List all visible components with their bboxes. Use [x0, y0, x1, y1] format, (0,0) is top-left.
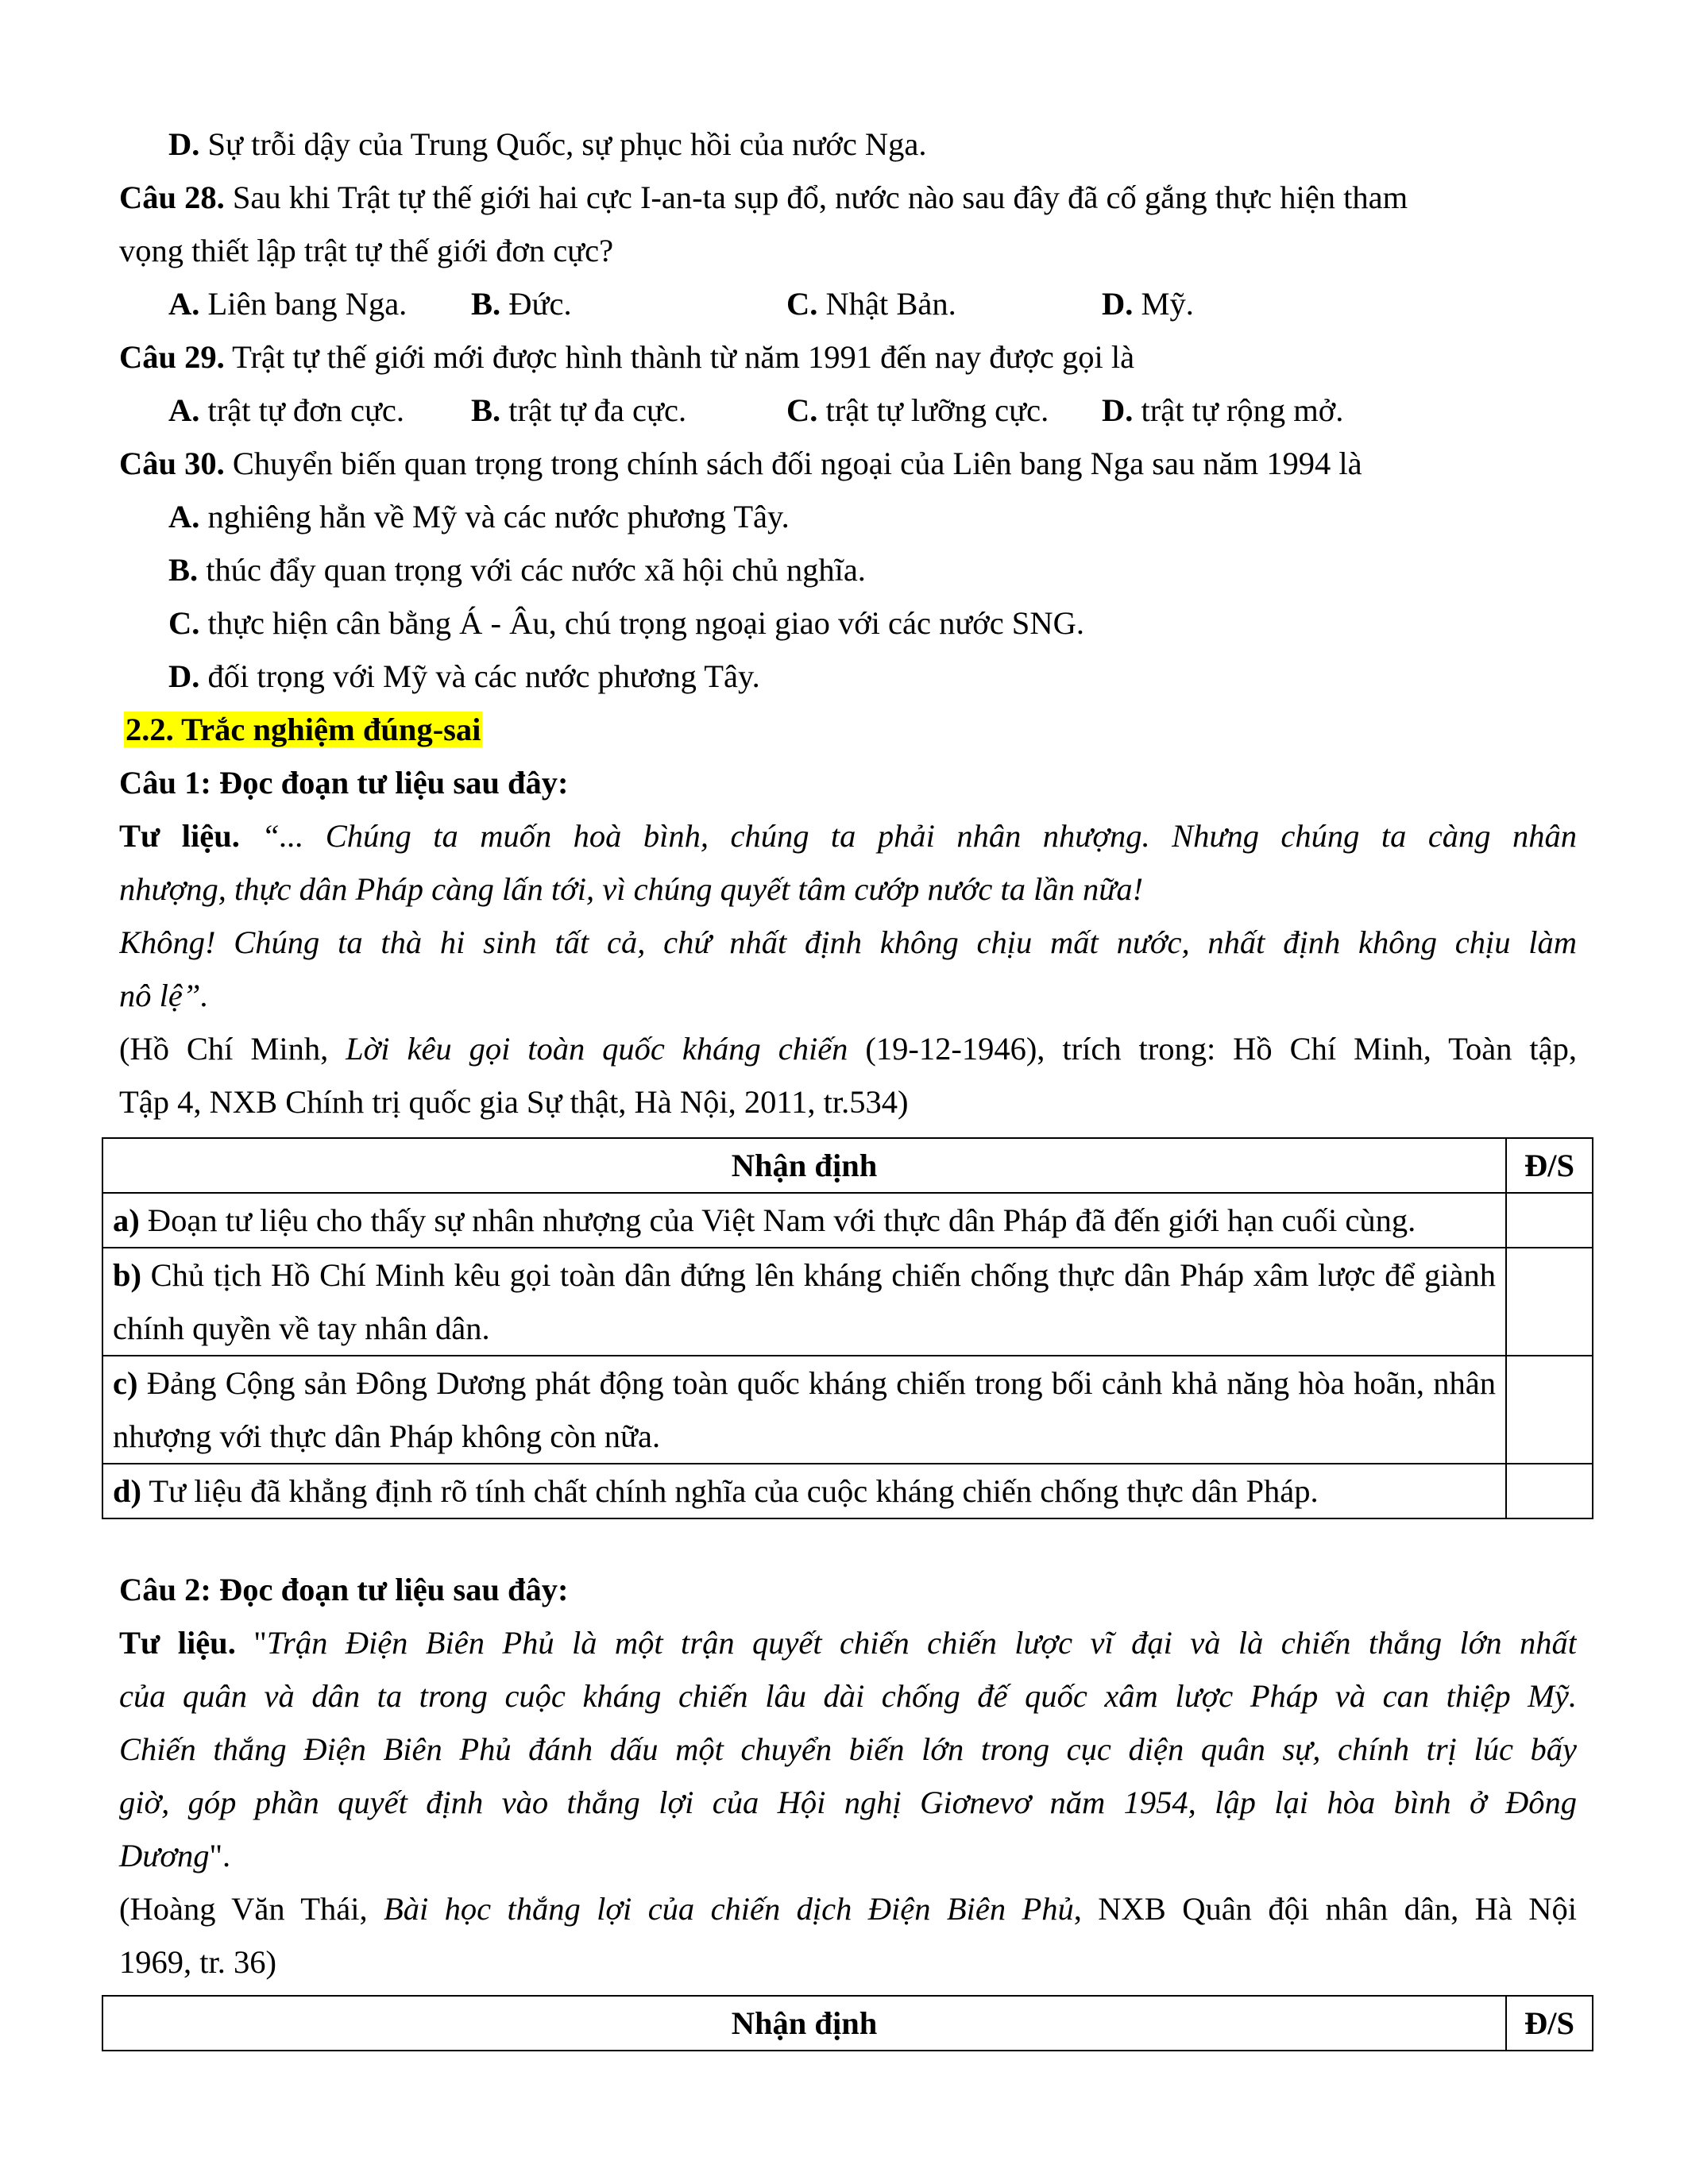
tf1-quote-line4: nô lệ”. — [119, 978, 209, 1013]
tf2-quote-line4: giờ, góp phần quyết định vào thắng lợi của Hội nghị Giơnevơ năm 1954, lập lại hòa bình ở Đông — [119, 1785, 1577, 1820]
q28-label: Câu 28. — [119, 179, 225, 215]
tf2-quote-line5: Dương". — [119, 1838, 231, 1873]
q30-option-d: D. đối trọng với Mỹ và các nước phương Tây. — [168, 658, 760, 694]
tf1-judgement-table — [102, 1137, 1593, 1519]
answer-cell-b[interactable] — [1506, 1248, 1593, 1356]
tf2-citation-line2: 1969, tr. 36) — [119, 1944, 276, 1980]
tf1-quote-line2: nhượng, thực dân Pháp càng lấn tới, vì chúng quyết tâm cướp nước ta lần nữa! — [119, 871, 1144, 907]
q29-options — [119, 384, 1577, 437]
judgement-header: Nhận định — [102, 1138, 1506, 1193]
table-row — [102, 1248, 1593, 1356]
q28-options — [119, 277, 1577, 330]
q30-label: Câu 30. — [119, 446, 225, 481]
statement-b: b) Chủ tịch Hồ Chí Minh kêu gọi toàn dân đứng lên kháng chiến chống thực dân Pháp xâm lược để giành chính quyền về tay nhân dân. — [102, 1248, 1506, 1356]
tf2-quote-line1: Tư liệu. "Trận Điện Biên Phủ là một trận quyết chiến chiến lược vĩ đại và là chiến thắng lớn nhất — [119, 1625, 1577, 1661]
q28-option-c: C. Nhật Bản. — [786, 286, 956, 322]
statement-d: d) Tư liệu đã khẳng định rõ tính chất chính nghĩa của cuộc kháng chiến chống thực dân Pháp. — [102, 1464, 1506, 1518]
tf2-heading: Câu 2: Đọc đoạn tư liệu sau đây: — [119, 1572, 569, 1607]
table-row — [102, 1356, 1593, 1464]
judgement-header: Nhận định — [102, 1996, 1506, 2051]
q30-option-b: B. thúc đẩy quan trọng với các nước xã hội chủ nghĩa. — [168, 552, 866, 588]
q28-stem-line1: Câu 28. Sau khi Trật tự thế giới hai cực I-an-ta sụp đổ, nước nào sau đây đã cố gắng thực hiện tham — [119, 179, 1408, 215]
answer-cell-c[interactable] — [1506, 1356, 1593, 1464]
q27-option-d: D. Sự trỗi dậy của Trung Quốc, sự phục hồi của nước Nga. — [168, 126, 927, 162]
ds-header: Đ/S — [1506, 1138, 1593, 1193]
q29-option-c: C. trật tự lưỡng cực. — [786, 392, 1049, 428]
q30-option-a: A. nghiêng hẳn về Mỹ và các nước phương Tây. — [168, 499, 790, 534]
q28-stem-line2: vọng thiết lập trật tự thế giới đơn cực? — [119, 233, 614, 268]
ds-header: Đ/S — [1506, 1996, 1593, 2051]
answer-cell-a[interactable] — [1506, 1193, 1593, 1248]
tf2-citation-line1: (Hoàng Văn Thái, Bài học thắng lợi của chiến dịch Điện Biên Phủ, NXB Quân đội nhân dân, Hà Nội — [119, 1891, 1577, 1927]
table-header-row — [102, 1996, 1593, 2051]
q29-stem: Câu 29. Trật tự thế giới mới được hình thành từ năm 1991 đến nay được gọi là — [119, 339, 1135, 375]
tf1-citation-line1: (Hồ Chí Minh, Lời kêu gọi toàn quốc kháng chiến (19-12-1946), trích trong: Hồ Chí Minh, Toàn tập, — [119, 1031, 1577, 1067]
table-row — [102, 1193, 1593, 1248]
q29-option-a: A. trật tự đơn cực. — [168, 392, 404, 428]
tf1-heading: Câu 1: Đọc đoạn tư liệu sau đây: — [119, 765, 569, 801]
statement-a: a) Đoạn tư liệu cho thấy sự nhân nhượng của Việt Nam với thực dân Pháp đã đến giới hạn cuối cùng. — [102, 1193, 1506, 1248]
tf2-block — [119, 1563, 1577, 1989]
q28-option-d: D. Mỹ. — [1102, 286, 1194, 322]
q28-option-a: A. Liên bang Nga. — [168, 286, 408, 322]
answer-cell-d[interactable] — [1506, 1464, 1593, 1518]
tf1-quote-line1: Tư liệu. “... Chúng ta muốn hoà bình, chúng ta phải nhân nhượng. Nhưng chúng ta càng nhân — [119, 818, 1577, 854]
document-body — [119, 118, 1577, 1129]
q30-option-c: C. thực hiện cân bằng Á - Âu, chú trọng ngoại giao với các nước SNG. — [168, 605, 1084, 641]
tf1-quote-line3: Không! Chúng ta thà hi sinh tất cả, chứ nhất định không chịu mất nước, nhất định không chịu làm — [119, 924, 1577, 960]
section-title: 2.2. Trắc nghiệm đúng-sai — [126, 712, 481, 747]
statement-c: c) Đảng Cộng sản Đông Dương phát động toàn quốc kháng chiến trong bối cảnh khả năng hòa hoãn, nhân nhượng với thực dân Pháp không còn nữa. — [102, 1356, 1506, 1464]
q29-option-b: B. trật tự đa cực. — [471, 392, 687, 428]
tf1-citation-line2: Tập 4, NXB Chính trị quốc gia Sự thật, Hà Nội, 2011, tr.534) — [119, 1084, 909, 1120]
q28-option-b: B. Đức. — [471, 286, 572, 322]
table-row — [102, 1464, 1593, 1518]
q29-label: Câu 29. — [119, 339, 225, 375]
tf2-quote-line2: của quân và dân ta trong cuộc kháng chiến lâu dài chống đế quốc xâm lược Pháp và can thiệp Mỹ. — [119, 1678, 1577, 1714]
q29-option-d: D. trật tự rộng mở. — [1102, 392, 1344, 428]
table-header-row — [102, 1138, 1593, 1193]
q30-stem: Câu 30. Chuyển biến quan trọng trong chính sách đối ngoại của Liên bang Nga sau năm 1994 là — [119, 446, 1362, 481]
tf2-quote-line3: Chiến thắng Điện Biên Phủ đánh dấu một chuyển biến lớn trong cục diện quân sự, chính trị lúc bấy — [119, 1731, 1577, 1767]
tf2-judgement-table — [102, 1995, 1593, 2051]
